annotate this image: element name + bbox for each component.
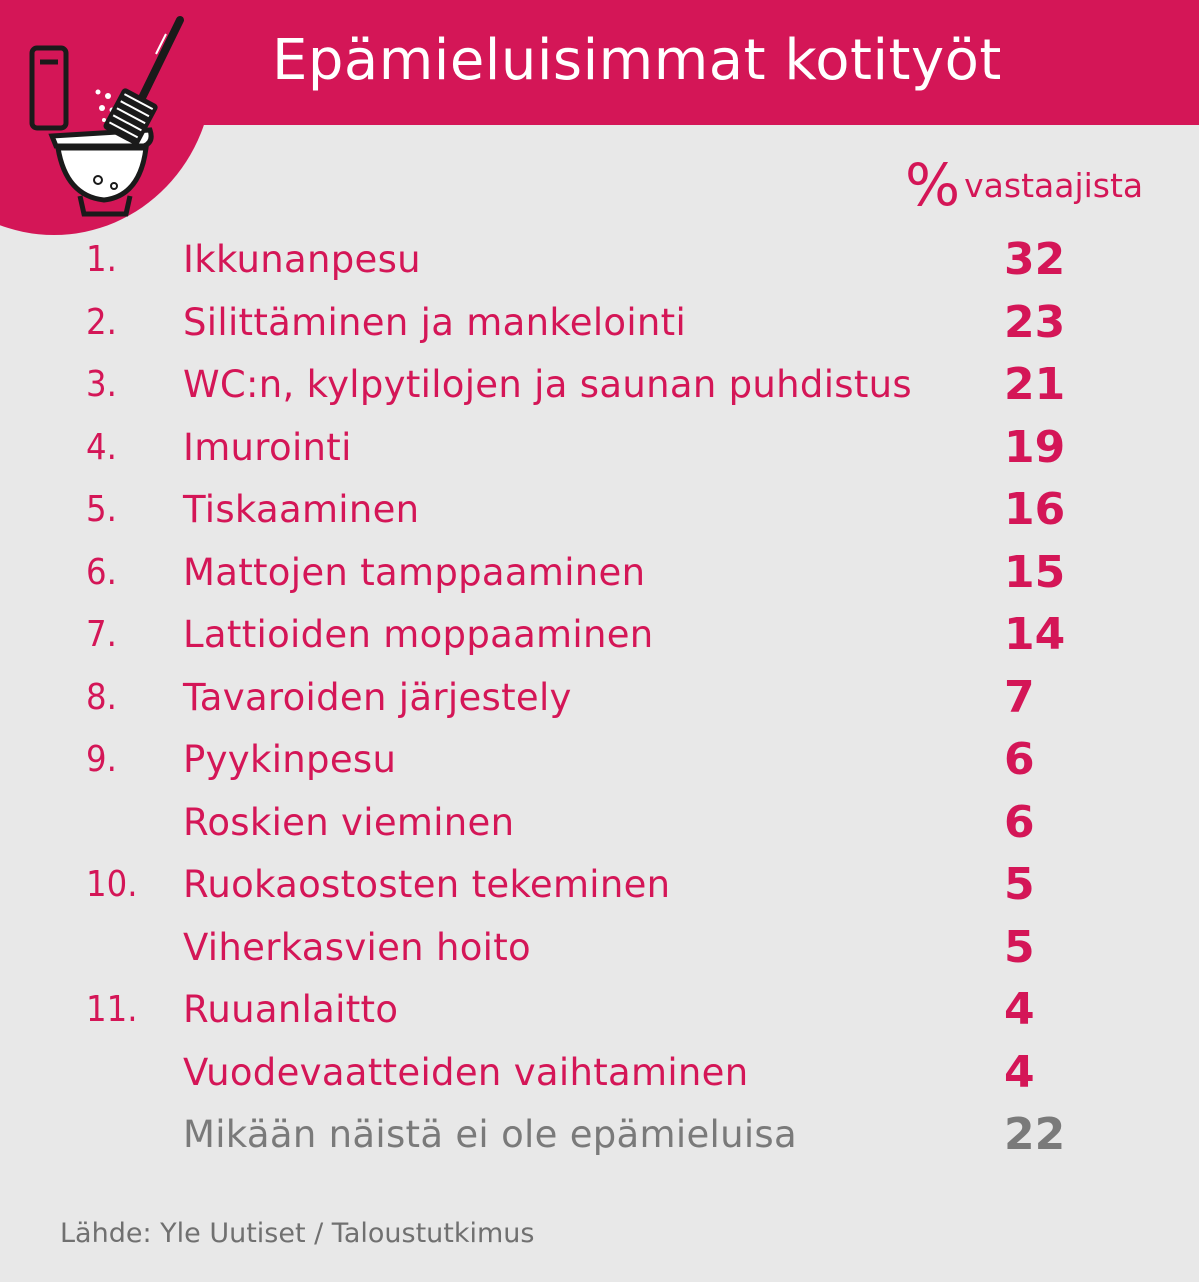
table-row	[0, 792, 1199, 854]
table-row	[0, 604, 1199, 666]
table-row	[0, 417, 1199, 479]
row-rank: 5.	[86, 489, 117, 530]
row-value: 7	[1004, 671, 1035, 723]
row-value: 6	[1004, 796, 1035, 848]
row-value: 5	[1004, 859, 1035, 910]
row-label: Ikkunanpesu	[183, 238, 421, 281]
table-row	[0, 1042, 1199, 1104]
row-label: Silittäminen ja mankelointi	[183, 300, 687, 344]
row-label: WC:n, kylpytilojen ja saunan puhdistus	[183, 363, 912, 406]
table-row	[0, 979, 1199, 1041]
row-label: Mattojen tamppaaminen	[183, 550, 646, 594]
row-rank: 10.	[86, 864, 138, 905]
table-row	[0, 667, 1199, 729]
unit-symbol: %	[905, 151, 961, 219]
row-label: Tavaroiden järjestely	[183, 675, 572, 719]
row-rank: 6.	[86, 551, 117, 593]
table-row	[0, 354, 1199, 416]
row-label: Mikään näistä ei ole epämieluisa	[183, 1113, 797, 1156]
table-row	[0, 292, 1199, 354]
row-value: 19	[1004, 421, 1066, 473]
row-label: Roskien vieminen	[183, 800, 515, 844]
row-rank: 9.	[86, 739, 117, 780]
row-value: 5	[1004, 921, 1035, 973]
row-label: Imurointi	[183, 425, 352, 469]
unit-text: vastaajista	[964, 165, 1144, 205]
row-label: Ruuanlaitto	[183, 988, 399, 1031]
row-value: 21	[1004, 359, 1066, 410]
row-value: 16	[1004, 484, 1066, 535]
page-title: Epämieluisimmat kotityöt	[272, 28, 1002, 93]
table-row	[0, 729, 1199, 791]
table-row	[0, 854, 1199, 916]
row-value: 15	[1004, 546, 1066, 598]
row-value: 14	[1004, 609, 1066, 660]
row-value: 22	[1004, 1109, 1066, 1160]
row-label: Pyykinpesu	[183, 738, 397, 781]
row-rank: 8.	[86, 676, 117, 718]
unit-label	[905, 150, 1143, 220]
row-rank: 4.	[86, 426, 117, 468]
row-rank: 1.	[86, 239, 117, 280]
toilet-brush-icon	[22, 14, 192, 219]
table-row	[0, 542, 1199, 604]
row-value: 4	[1004, 984, 1035, 1035]
table-row	[0, 1104, 1199, 1166]
row-value: 4	[1004, 1046, 1035, 1098]
source-credit: Lähde: Yle Uutiset / Taloustutkimus	[60, 1218, 535, 1249]
row-label: Ruokaostosten tekeminen	[183, 863, 671, 906]
table-row	[0, 229, 1199, 291]
row-rank: 2.	[86, 301, 117, 343]
row-value: 6	[1004, 734, 1035, 785]
row-label: Tiskaaminen	[183, 488, 420, 531]
table-row	[0, 917, 1199, 979]
row-value: 23	[1004, 296, 1066, 348]
row-label: Vuodevaatteiden vaihtaminen	[183, 1050, 749, 1094]
row-label: Viherkasvien hoito	[183, 925, 531, 969]
table-row	[0, 479, 1199, 541]
row-value: 32	[1004, 234, 1066, 285]
row-rank: 11.	[86, 989, 138, 1030]
row-label: Lattioiden moppaaminen	[183, 613, 654, 656]
row-rank: 7.	[86, 614, 117, 655]
row-rank: 3.	[86, 364, 117, 405]
